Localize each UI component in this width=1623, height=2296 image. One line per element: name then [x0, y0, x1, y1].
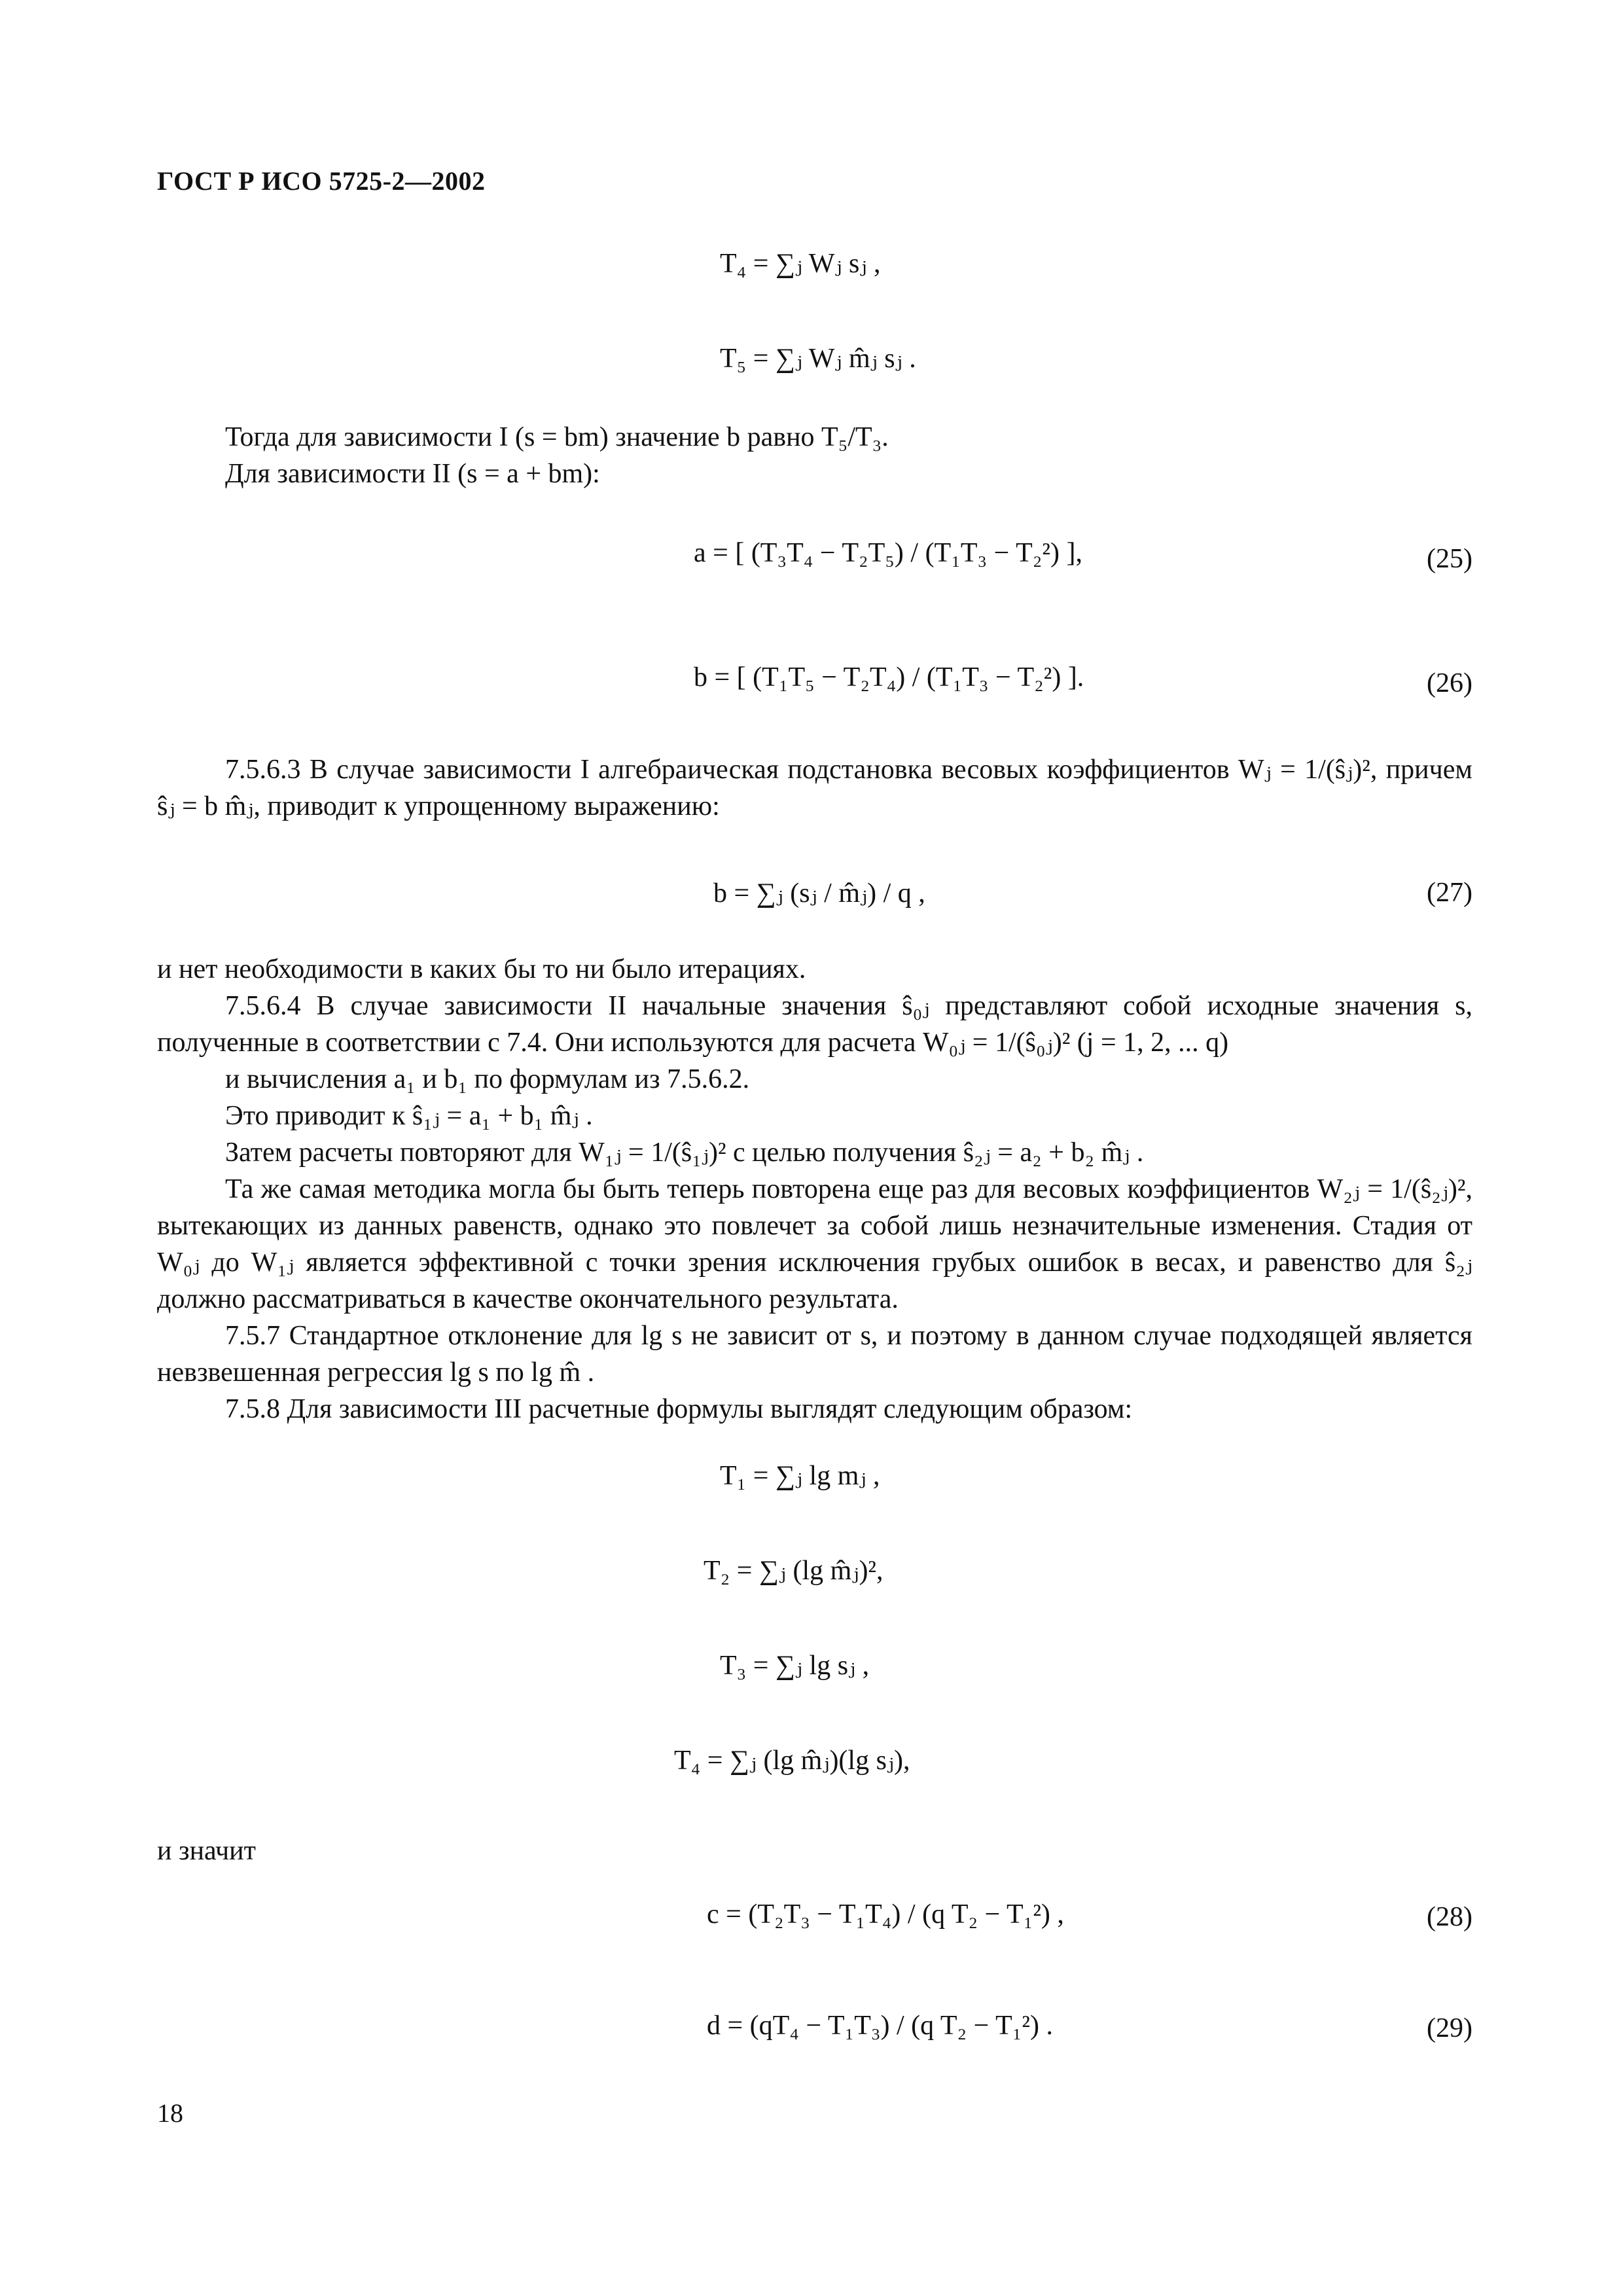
paragraph-relation-1: Тогда для зависимости I (s = bm) значение b равно T₅/T₃.: [225, 422, 889, 452]
formula-t5-top: T₅ = ∑ⱼ Wⱼ m̂ⱼ sⱼ .: [720, 344, 916, 374]
formula-28: c = (T₂T₃ − T₁T₄) / (q T₂ − T₁²) ,: [707, 1899, 1064, 1929]
paragraph-7-5-8: 7.5.8 Для зависимости III расчетные формулы выглядят следующим образом:: [225, 1394, 1133, 1424]
page-number: 18: [157, 2098, 183, 2128]
formula-t4-lower: T₄ = ∑ⱼ (lg m̂ⱼ)(lg sⱼ),: [674, 1746, 910, 1776]
equation-number-25: (25): [1427, 544, 1472, 574]
paragraph-7-5-6-4: 7.5.6.4 В случае зависимости II начальные значения ŝ₀ⱼ представляют собой исходные значения s, полученные в соответствии с 7.4. Они используются для расчета W₀ⱼ = 1/(ŝ₀ⱼ)² (j = 1, 2, ... q): [157, 991, 1472, 1058]
formula-29: d = (qT₄ − T₁T₃) / (q T₂ − T₁²) .: [707, 2011, 1053, 2041]
paragraph-7-5-6-3: 7.5.6.3 В случае зависимости I алгебраическая подстановка весовых коэффициентов Wⱼ = 1/(ŝⱼ)², причем ŝⱼ = b m̂ⱼ, приводит к упрощенному выражению:: [157, 755, 1472, 821]
paragraph-repeat: Затем расчеты повторяют для W₁ⱼ = 1/(ŝ₁ⱼ)² с целью получения ŝ₂ⱼ = a₂ + b₂ m̂ⱼ .: [225, 1138, 1144, 1168]
formula-t1-lower: T₁ = ∑ⱼ lg mⱼ ,: [720, 1461, 880, 1491]
formula-t2-lower: T₂ = ∑ⱼ (lg m̂ⱼ)²,: [704, 1556, 883, 1586]
formula-26: b = [ (T₁T₅ − T₂T₄) / (T₁T₃ − T₂²) ].: [694, 662, 1084, 692]
paragraph-relation-2-intro: Для зависимости II (s = a + bm):: [225, 459, 600, 489]
formula-25: a = [ (T₃T₄ − T₂T₅) / (T₁T₃ − T₂²) ],: [694, 538, 1082, 568]
document-header: ГОСТ Р ИСО 5725-2—2002: [157, 166, 486, 196]
paragraph-compute-a1-b1: и вычисления a₁ и b₁ по формулам из 7.5.6.2.: [225, 1064, 750, 1094]
formula-t4-top: T₄ = ∑ⱼ Wⱼ sⱼ ,: [720, 249, 881, 279]
paragraph-leads-to: Это приводит к ŝ₁ⱼ = a₁ + b₁ m̂ⱼ .: [225, 1101, 593, 1131]
formula-t3-lower: T₃ = ∑ⱼ lg sⱼ ,: [720, 1651, 870, 1681]
paragraph-no-iterations: и нет необходимости в каких бы то ни было итерациях.: [157, 954, 806, 984]
equation-number-29: (29): [1427, 2013, 1472, 2043]
equation-number-28: (28): [1427, 1902, 1472, 1932]
paragraph-7-5-7: 7.5.7 Стандартное отклонение для lg s не зависит от s, и поэтому в данном случае подходящей является невзвешенная регрессия lg s по lg m̂ .: [157, 1321, 1472, 1388]
paragraph-same-method: Та же самая методика могла бы быть теперь повторена еще раз для весовых коэффициентов W₂ⱼ = 1/(ŝ₂ⱼ)², вытекающих из данных равенств, однако это повлечет за собой лишь незначительные изменения. Стадия от W₀ⱼ до W₁ⱼ является эффективной с точки зрения исключения грубых ошибок в весах, и равенство для ŝ₂ⱼ должно рассматриваться в качестве окончательного результата.: [157, 1174, 1472, 1314]
paragraph-and-thus: и значит: [157, 1836, 256, 1866]
equation-number-26: (26): [1427, 668, 1472, 698]
equation-number-27: (27): [1427, 878, 1472, 908]
formula-27: b = ∑ⱼ (sⱼ / m̂ⱼ) / q ,: [713, 878, 925, 908]
